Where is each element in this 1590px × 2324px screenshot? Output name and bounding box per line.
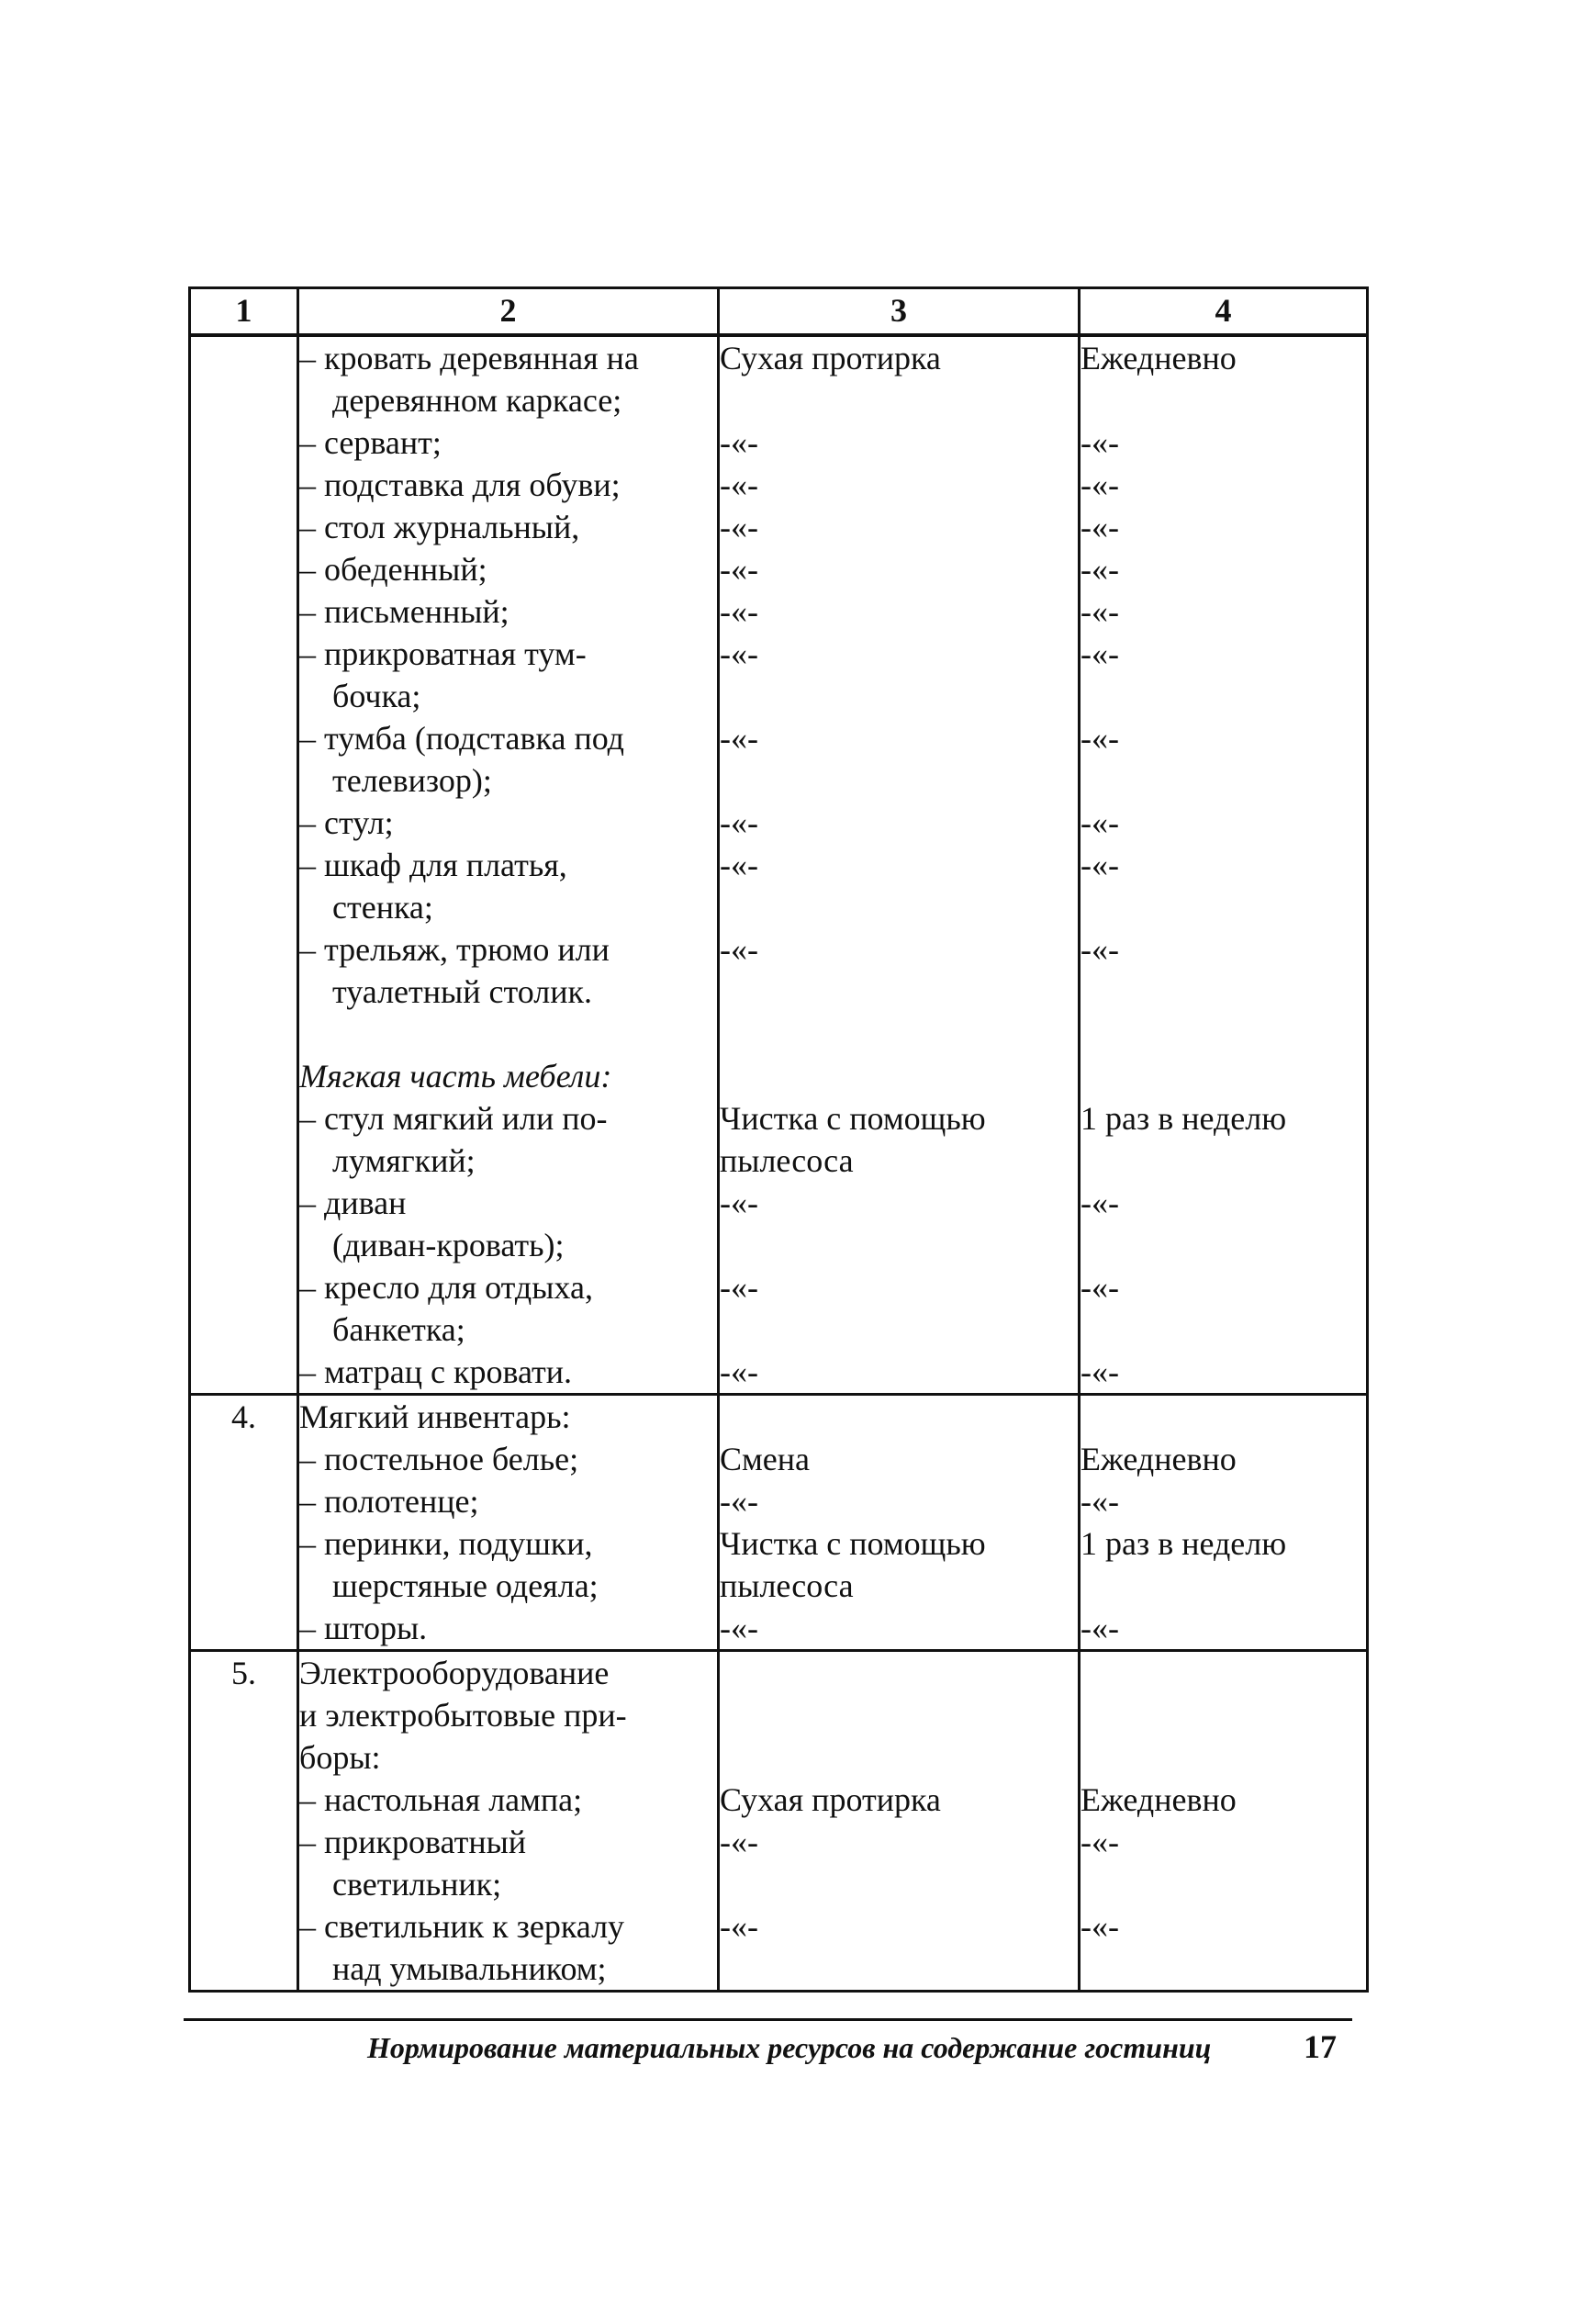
frequency-line xyxy=(1081,1308,1366,1351)
frequency-line: -«- xyxy=(1081,635,1119,672)
work-type-line: Смена xyxy=(720,1441,811,1477)
frequency-line xyxy=(1081,971,1366,1013)
frequency-line xyxy=(1081,675,1366,717)
work-type-line xyxy=(720,675,1078,717)
item-line: – перинки, подушки, xyxy=(299,1525,593,1562)
norms-table xyxy=(188,286,1369,1993)
frequency-line xyxy=(1081,379,1366,421)
frequency-line: -«- xyxy=(1081,593,1119,630)
work-type-line: -«- xyxy=(720,720,758,757)
item-line: Электрооборудование xyxy=(299,1655,610,1691)
header-col-3: 3 xyxy=(719,288,1080,336)
frequency-line: -«- xyxy=(1081,1824,1119,1860)
work-type-line: -«- xyxy=(720,804,758,841)
work-type-line xyxy=(720,1652,1078,1694)
work-type-line: -«- xyxy=(720,1824,758,1860)
item-line: шерстяные одеяла; xyxy=(332,1567,599,1604)
item-line: – настольная лампа; xyxy=(299,1781,583,1818)
item-line: – письменный; xyxy=(299,593,509,630)
frequency-line xyxy=(1081,1694,1366,1736)
frequency-line: 1 раз в неделю xyxy=(1081,1525,1287,1562)
item-line: – кресло для отдыха, xyxy=(299,1269,593,1306)
frequency-line xyxy=(1081,1224,1366,1266)
footer-divider xyxy=(184,2018,1352,2021)
frequency-line: -«- xyxy=(1081,931,1119,968)
work-type-cell xyxy=(719,1395,1080,1651)
frequency-line: -«- xyxy=(1081,847,1119,883)
item-line: банкетка; xyxy=(332,1311,465,1348)
frequency-line: -«- xyxy=(1081,1908,1119,1945)
work-type-line xyxy=(720,1863,1078,1905)
item-line: боры: xyxy=(299,1739,381,1776)
frequency-line xyxy=(1081,1396,1366,1438)
item-line: – кровать деревянная на xyxy=(299,340,639,376)
work-type-cell xyxy=(719,1651,1080,1992)
item-line: бочка; xyxy=(332,678,421,714)
table-row xyxy=(190,1651,1368,1992)
work-type-line xyxy=(720,971,1078,1013)
item-list-cell xyxy=(298,1651,719,1992)
work-type-line: -«- xyxy=(720,1908,758,1945)
frequency-cell xyxy=(1080,1395,1368,1651)
row-number: 5. xyxy=(190,1651,298,1992)
frequency-line: Ежедневно xyxy=(1081,340,1237,376)
blank-line xyxy=(720,1013,1078,1055)
frequency-cell xyxy=(1080,335,1368,1395)
item-line: стенка; xyxy=(332,889,433,926)
work-type-line: -«- xyxy=(720,1483,758,1520)
item-line: деревянном каркасе; xyxy=(332,382,622,419)
work-type-line: -«- xyxy=(720,1269,758,1306)
item-line: – трельяж, трюмо или xyxy=(299,931,610,968)
item-line: – светильник к зеркалу xyxy=(299,1908,625,1945)
item-line: – полотенце; xyxy=(299,1483,479,1520)
work-type-line xyxy=(720,1224,1078,1266)
frequency-cell xyxy=(1080,1651,1368,1992)
work-type-line xyxy=(720,379,1078,421)
work-type-line: -«- xyxy=(720,1184,758,1221)
table-row xyxy=(190,335,1368,1395)
work-type-line: пылесоса xyxy=(720,1567,854,1604)
item-line: (диван-кровать); xyxy=(332,1227,565,1263)
work-type-line: -«- xyxy=(720,931,758,968)
work-type-line xyxy=(720,1308,1078,1351)
item-line: – подставка для обуви; xyxy=(299,466,621,503)
frequency-line xyxy=(1081,1140,1366,1182)
work-type-line xyxy=(720,1055,1078,1097)
work-type-line xyxy=(720,759,1078,802)
item-line: – стул; xyxy=(299,804,394,841)
frequency-line: -«- xyxy=(1081,720,1119,757)
work-type-line: -«- xyxy=(720,1353,758,1390)
work-type-line xyxy=(720,1736,1078,1779)
page-number: 17 xyxy=(1304,2028,1337,2065)
work-type-line: пылесоса xyxy=(720,1142,854,1179)
frequency-line: -«- xyxy=(1081,1269,1119,1306)
header-col-1: 1 xyxy=(190,288,298,336)
blank-line xyxy=(1081,1013,1366,1055)
table-row xyxy=(190,1395,1368,1651)
work-type-line: -«- xyxy=(720,551,758,588)
work-type-line xyxy=(720,1948,1078,1990)
work-type-line: -«- xyxy=(720,593,758,630)
item-list-cell xyxy=(298,1395,719,1651)
footer-title: Нормирование материальных ресурсов на содержание гостиниц xyxy=(367,2031,1212,2064)
frequency-line xyxy=(1081,1863,1366,1905)
work-type-line: Чистка с помощью xyxy=(720,1100,986,1137)
frequency-line: Ежедневно xyxy=(1081,1781,1237,1818)
header-col-4: 4 xyxy=(1080,288,1368,336)
item-line: светильник; xyxy=(332,1866,502,1903)
frequency-line: -«- xyxy=(1081,1353,1119,1390)
section-subheading: Мягкая часть мебели: xyxy=(299,1058,612,1095)
work-type-line: -«- xyxy=(720,466,758,503)
work-type-line xyxy=(720,1694,1078,1736)
frequency-line xyxy=(1081,886,1366,928)
row-number xyxy=(190,335,298,1395)
item-line: над умывальником; xyxy=(332,1950,607,1987)
item-line: – постельное белье; xyxy=(299,1441,579,1477)
frequency-line: -«- xyxy=(1081,804,1119,841)
item-list-cell xyxy=(298,335,719,1395)
item-line: – стул мягкий или по- xyxy=(299,1100,608,1137)
work-type-line: -«- xyxy=(720,847,758,883)
item-line: – прикроватная тум- xyxy=(299,635,587,672)
frequency-line: Ежедневно xyxy=(1081,1441,1237,1477)
work-type-line xyxy=(720,886,1078,928)
work-type-line: -«- xyxy=(720,509,758,545)
item-line: – стол журнальный, xyxy=(299,509,580,545)
item-line: – шкаф для платья, xyxy=(299,847,567,883)
frequency-line: -«- xyxy=(1081,466,1119,503)
table-header-row xyxy=(190,288,1368,336)
item-line: – тумба (подставка под xyxy=(299,720,624,757)
frequency-line xyxy=(1081,1948,1366,1990)
item-line: телевизор); xyxy=(332,762,492,799)
item-line: – шторы. xyxy=(299,1610,428,1646)
frequency-line: 1 раз в неделю xyxy=(1081,1100,1287,1137)
frequency-line: -«- xyxy=(1081,1483,1119,1520)
item-line: – сервант; xyxy=(299,424,442,461)
frequency-line: -«- xyxy=(1081,551,1119,588)
item-line: – обеденный; xyxy=(299,551,487,588)
frequency-line xyxy=(1081,1055,1366,1097)
frequency-line xyxy=(1081,1565,1366,1607)
work-type-cell xyxy=(719,335,1080,1395)
item-line: – матрац с кровати. xyxy=(299,1353,573,1390)
frequency-line: -«- xyxy=(1081,509,1119,545)
item-line: туалетный столик. xyxy=(332,973,592,1010)
item-line: – прикроватный xyxy=(299,1824,527,1860)
frequency-line xyxy=(1081,759,1366,802)
work-type-line: -«- xyxy=(720,424,758,461)
item-line: и электробытовые при- xyxy=(299,1697,627,1734)
item-line: Мягкий инвентарь: xyxy=(299,1398,571,1435)
frequency-line: -«- xyxy=(1081,1184,1119,1221)
row-number: 4. xyxy=(190,1395,298,1651)
frequency-line xyxy=(1081,1736,1366,1779)
work-type-line: -«- xyxy=(720,1610,758,1646)
frequency-line xyxy=(1081,1652,1366,1694)
work-type-line: Чистка с помощью xyxy=(720,1525,986,1562)
work-type-line xyxy=(720,1396,1078,1438)
work-type-line: -«- xyxy=(720,635,758,672)
frequency-line: -«- xyxy=(1081,1610,1119,1646)
frequency-line: -«- xyxy=(1081,424,1119,461)
blank-line xyxy=(299,1013,717,1055)
item-line: – диван xyxy=(299,1184,407,1221)
header-col-2: 2 xyxy=(298,288,719,336)
work-type-line: Сухая протирка xyxy=(720,1781,941,1818)
work-type-line: Сухая протирка xyxy=(720,340,941,376)
item-line: лумягкий; xyxy=(332,1142,476,1179)
